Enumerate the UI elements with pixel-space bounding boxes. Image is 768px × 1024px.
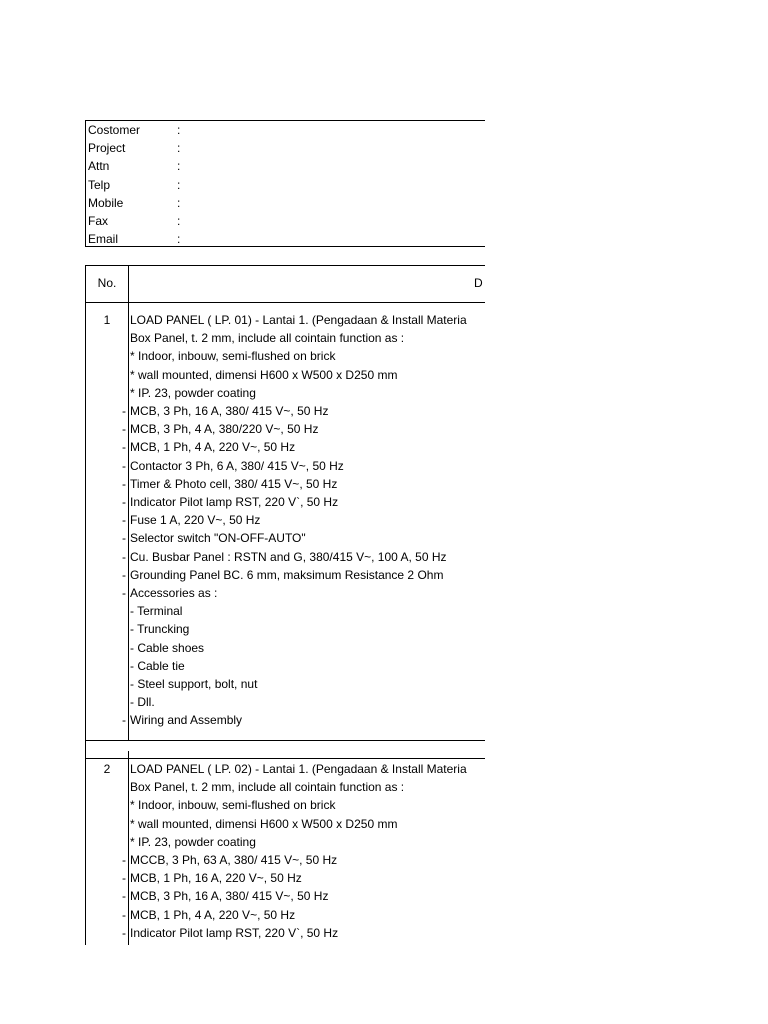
description-line: MCB, 1 Ph, 4 A, 220 V~, 50 Hz [130, 440, 296, 455]
description-line: Box Panel, t. 2 mm, include all cointain function as : [130, 331, 405, 346]
bullet-dash: - [122, 476, 126, 491]
info-colon: : [177, 123, 181, 137]
description-line: * wall mounted, dimensi H600 x W500 x D250 mm [130, 367, 398, 382]
bullet-dash: - [122, 440, 126, 455]
description-line: LOAD PANEL ( LP. 02) - Lantai 1. (Pengadaan & Install Materia [130, 762, 467, 776]
description-line: Grounding Panel BC. 6 mm, maksimum Resistance 2 Ohm [130, 567, 444, 582]
bullet-dash: - [122, 871, 126, 886]
description-line: * Indoor, inbouw, semi-flushed on brick [130, 349, 336, 364]
info-row [88, 157, 180, 175]
table-body [86, 266, 485, 945]
bullet-dash: - [122, 549, 126, 564]
description-line: MCCB, 3 Ph, 63 A, 380/ 415 V~, 50 Hz [130, 853, 338, 867]
info-colon: : [177, 195, 181, 210]
item-number: 1 [103, 313, 111, 327]
description-line: - Steel support, bolt, nut [130, 677, 258, 691]
column-divider [128, 751, 129, 945]
description-line: - Cable tie [130, 658, 185, 673]
bullet-dash: - [122, 907, 126, 922]
description-line: - Cable shoes [130, 640, 205, 655]
info-colon: : [177, 141, 181, 156]
info-label: Costomer [88, 123, 141, 137]
description-line: MCB, 1 Ph, 4 A, 220 V~, 50 Hz [130, 907, 296, 922]
header-divider [86, 302, 485, 303]
column-divider [128, 302, 129, 740]
description-line: MCB, 1 Ph, 16 A, 220 V~, 50 Hz [130, 871, 302, 886]
info-row [88, 212, 180, 230]
bullet-dash: - [122, 586, 126, 600]
bullet-dash: - [122, 422, 126, 437]
info-row [88, 176, 180, 194]
bullet-dash: - [122, 889, 126, 904]
info-colon: : [177, 159, 181, 174]
description-line: Wiring and Assembly [130, 713, 243, 728]
info-label: Email [88, 232, 119, 247]
bullet-dash: - [122, 925, 126, 940]
description-line: Selector switch "ON-OFF-AUTO" [130, 531, 306, 546]
bullet-dash: - [122, 513, 126, 528]
info-colon: : [177, 214, 181, 228]
description-line: LOAD PANEL ( LP. 01) - Lantai 1. (Pengadaan & Install Materia [130, 313, 467, 327]
quotation-table [85, 265, 485, 945]
bullet-dash: - [122, 853, 126, 867]
description-line: - Truncking [130, 622, 190, 637]
description-line: Indicator Pilot lamp RST, 220 V`, 50 Hz [130, 495, 339, 509]
info-label: Attn [88, 159, 110, 174]
description-line: - Terminal [130, 604, 183, 619]
info-colon: : [177, 177, 181, 192]
info-label: Telp [88, 177, 111, 192]
description-line: Contactor 3 Ph, 6 A, 380/ 415 V~, 50 Hz [130, 458, 344, 473]
description-line: Fuse 1 A, 220 V~, 50 Hz [130, 513, 261, 528]
description-line: MCB, 3 Ph, 4 A, 380/220 V~, 50 Hz [130, 422, 319, 437]
info-label: Mobile [88, 195, 124, 210]
info-label: Project [88, 141, 126, 156]
bullet-dash: - [122, 458, 126, 473]
info-row [88, 194, 180, 212]
info-row [88, 230, 180, 248]
description-line: - Dll. [130, 695, 155, 710]
bullet-dash: - [122, 495, 126, 509]
description-line: MCB, 3 Ph, 16 A, 380/ 415 V~, 50 Hz [130, 889, 329, 904]
info-label: Fax [88, 214, 109, 228]
bullet-dash: - [122, 713, 126, 728]
section-divider [86, 740, 485, 741]
bullet-dash: - [122, 567, 126, 582]
description-line: Timer & Photo cell, 380/ 415 V~, 50 Hz [130, 476, 338, 491]
bullet-dash: - [122, 531, 126, 546]
description-line: Box Panel, t. 2 mm, include all cointain function as : [130, 780, 405, 795]
description-line: Accessories as : [130, 586, 218, 600]
customer-info-box [85, 120, 485, 247]
description-line: * Indoor, inbouw, semi-flushed on brick [130, 798, 336, 813]
description-line: Cu. Busbar Panel : RSTN and G, 380/415 V~, 100 A, 50 Hz [130, 549, 447, 564]
info-row [88, 121, 180, 139]
description-line: * IP. 23, powder coating [130, 385, 256, 400]
description-line: Indicator Pilot lamp RST, 220 V`, 50 Hz [130, 925, 339, 940]
header-description: D [474, 276, 483, 290]
info-colon: : [177, 232, 181, 247]
section-divider [86, 758, 485, 759]
item-number: 2 [103, 762, 111, 776]
info-row [88, 139, 180, 157]
column-divider [128, 266, 129, 303]
bullet-dash: - [122, 404, 126, 418]
description-line: * IP. 23, powder coating [130, 834, 256, 849]
header-no: No. [97, 276, 117, 290]
description-line: * wall mounted, dimensi H600 x W500 x D250 mm [130, 816, 398, 831]
description-line: MCB, 3 Ph, 16 A, 380/ 415 V~, 50 Hz [130, 404, 329, 418]
